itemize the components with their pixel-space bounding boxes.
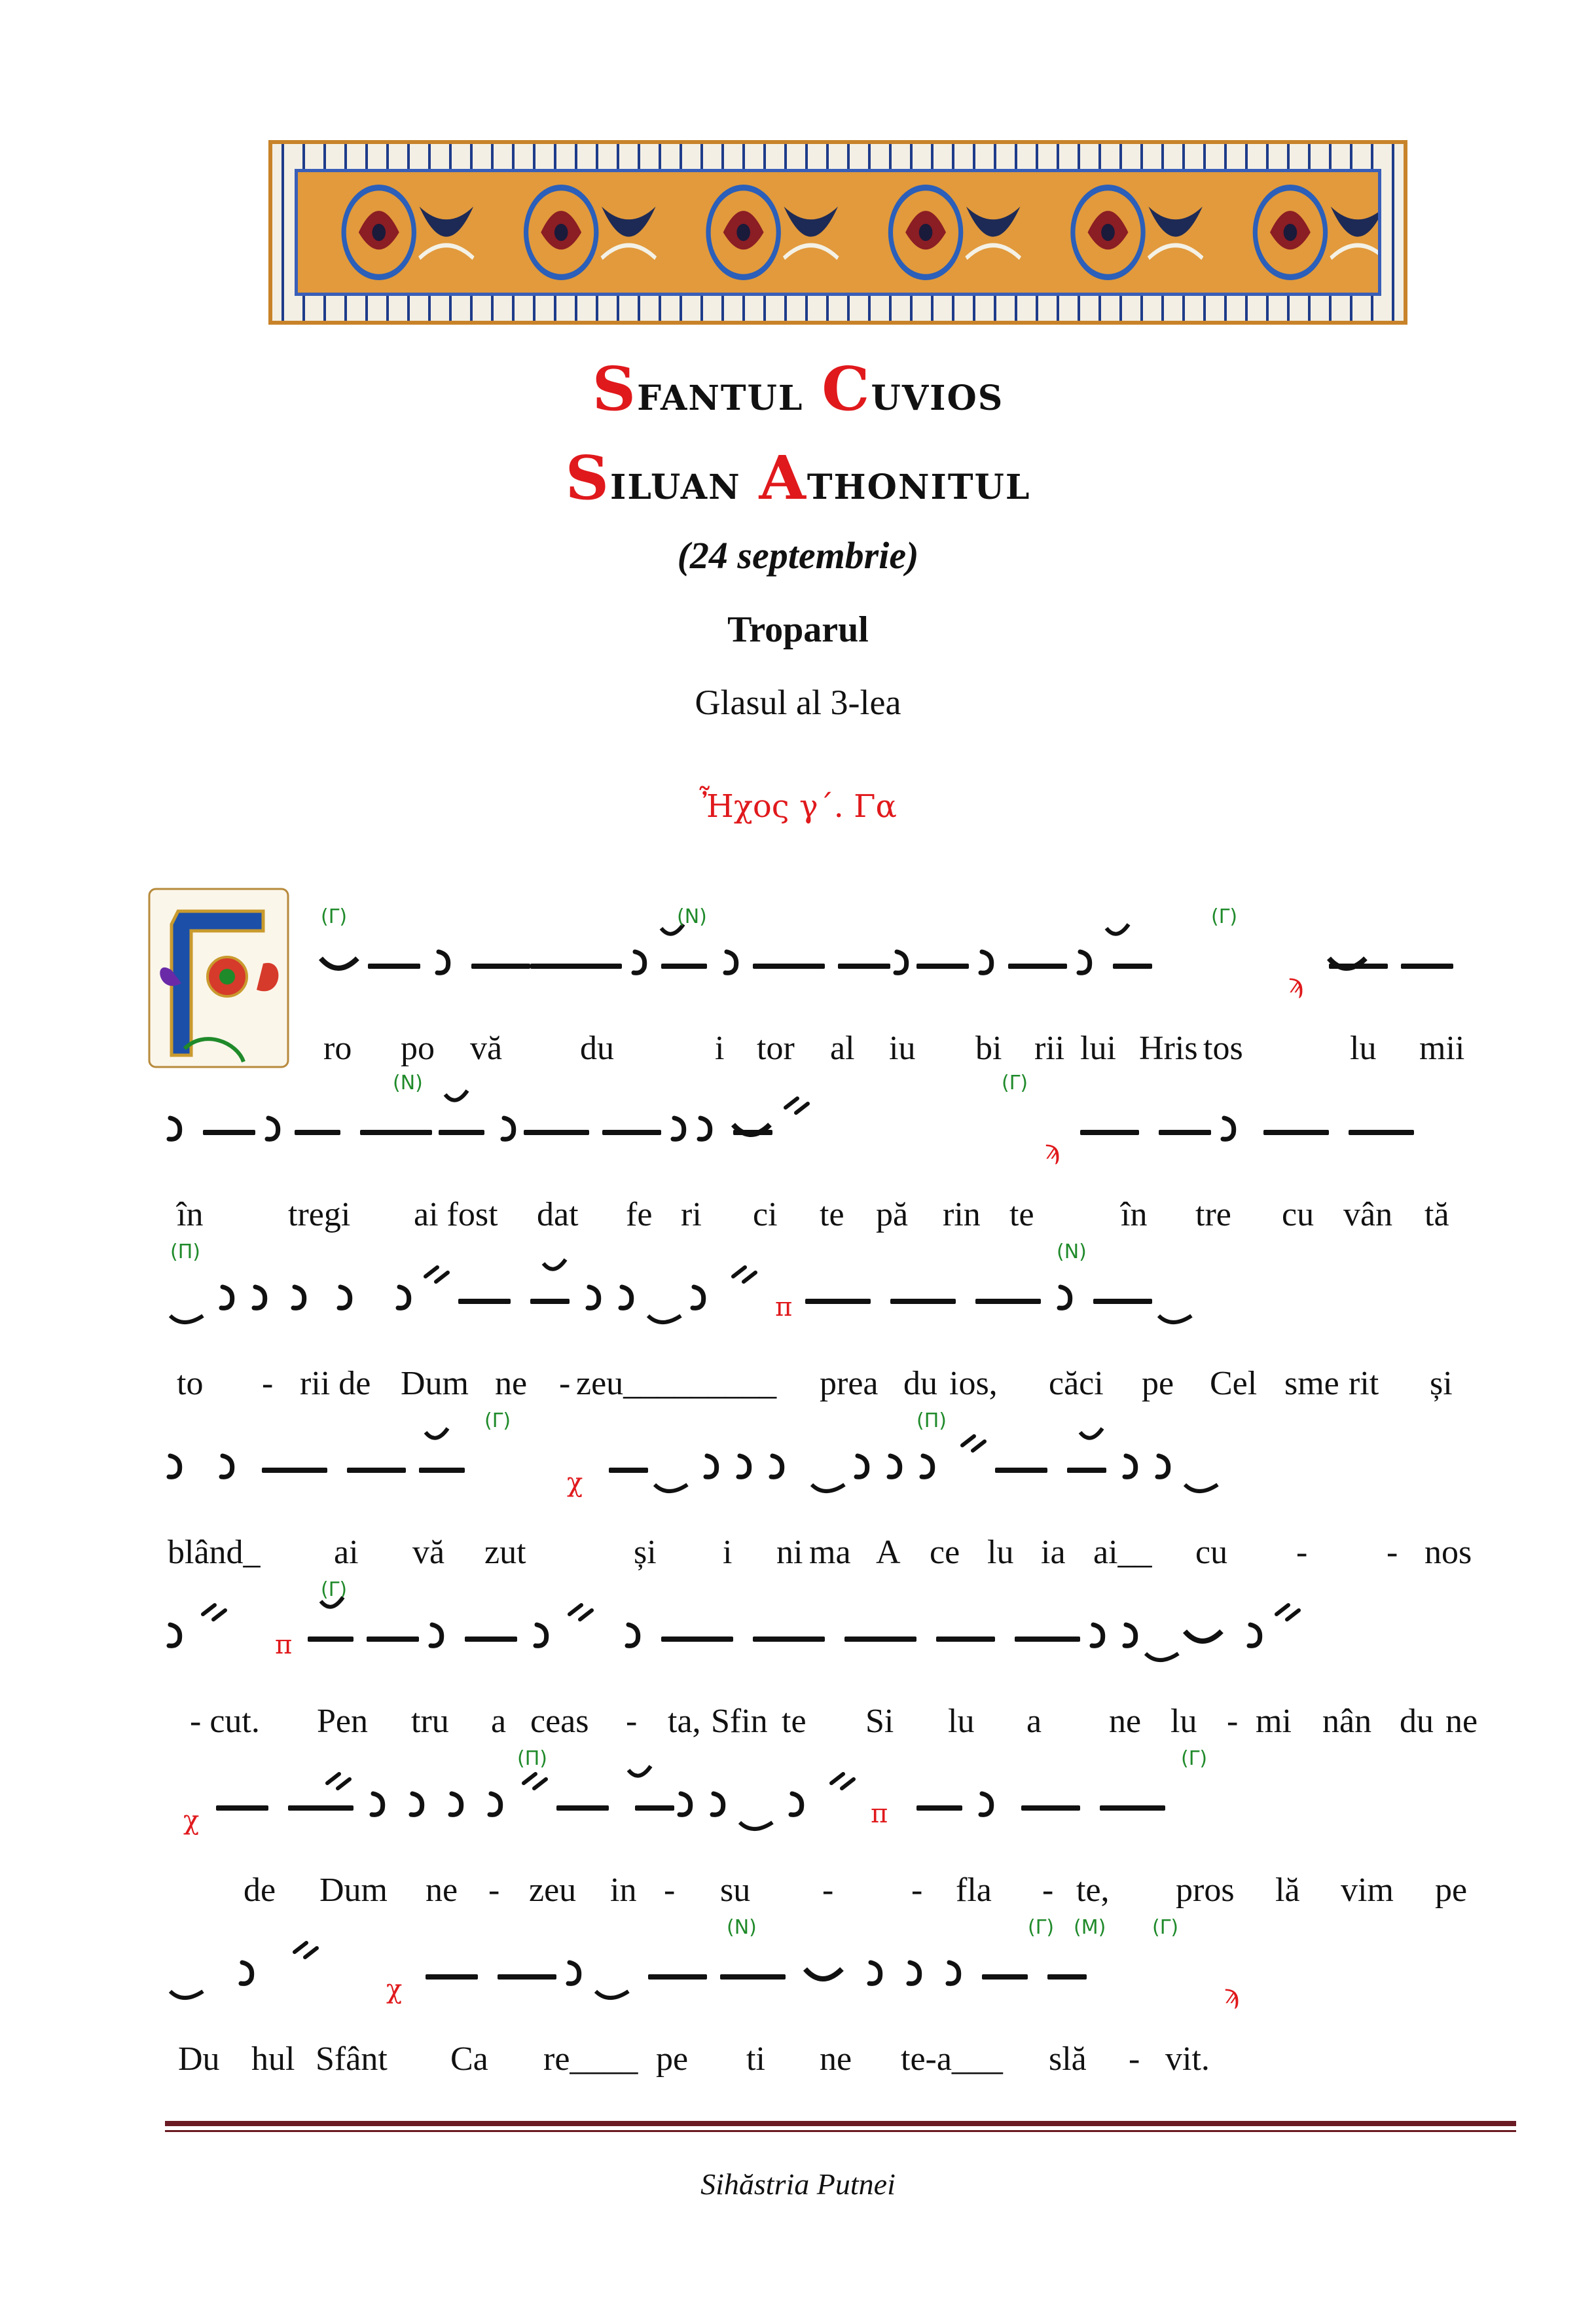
lyric-syllable: Pen — [317, 1703, 368, 1740]
svg-text:χ: χ — [386, 1974, 403, 2004]
lyric-syllable: - — [1227, 1703, 1239, 1740]
lyric-syllable: blând_ — [168, 1534, 261, 1571]
lyric-syllable: tru — [411, 1703, 449, 1740]
ornamental-header-band — [268, 140, 1407, 325]
neume-group — [321, 905, 1453, 999]
lyric-syllable: zeu_________ — [576, 1365, 777, 1402]
svg-text:ϡ: ϡ — [1288, 969, 1304, 999]
svg-text:(Γ): (Γ) — [484, 1409, 511, 1432]
svg-text:ϡ: ϡ — [1045, 1135, 1061, 1165]
lyric-syllable: lă — [1275, 1872, 1300, 1909]
svg-text:χ: χ — [183, 1805, 200, 1836]
floral-ornament — [298, 172, 1378, 293]
lyric-syllable: lu — [1350, 1030, 1377, 1067]
neume-group — [170, 1240, 1191, 1322]
lyric-syllable: cu — [1282, 1196, 1315, 1233]
svg-text:(Ν): (Ν) — [727, 1916, 757, 1939]
lyric-line-1 — [0, 1029, 1596, 1075]
lyric-syllable: Si — [865, 1703, 894, 1740]
lyric-syllable: Dum — [319, 1872, 388, 1909]
lyric-syllable: Dum — [401, 1365, 469, 1402]
lyric-syllable: i — [715, 1030, 725, 1067]
lyric-syllable: to — [177, 1365, 204, 1402]
footer-rule-thin — [165, 2130, 1516, 2132]
lyric-syllable: ro — [323, 1030, 352, 1067]
lyric-syllable: pe — [656, 2040, 689, 2078]
lyric-syllable: lu — [987, 1534, 1014, 1571]
lyric-syllable: ci — [753, 1196, 778, 1233]
lyric-syllable: du — [1400, 1703, 1434, 1740]
lyric-syllable: zut — [484, 1534, 526, 1571]
lyric-syllable: vim — [1341, 1872, 1394, 1909]
lyric-syllable: hul — [251, 2040, 295, 2078]
svg-text:π: π — [871, 1799, 888, 1829]
lyric-syllable: a — [491, 1703, 507, 1740]
lyric-syllable: te — [1009, 1196, 1034, 1233]
lyric-line-4 — [0, 1533, 1596, 1579]
neume-staff-2 — [164, 1072, 1499, 1173]
lyric-syllable: Sfin — [711, 1703, 768, 1740]
svg-text:(Γ): (Γ) — [1152, 1916, 1179, 1939]
neume-line-6 — [164, 1747, 1499, 1849]
lyric-syllable: vă — [412, 1534, 445, 1571]
neume-staff-1 — [164, 905, 1499, 1007]
lyric-syllable: - — [262, 1365, 274, 1402]
neume-group — [183, 1747, 1207, 1836]
lyric-syllable: ne — [1109, 1703, 1142, 1740]
title-line-2: Siluan Athonitul — [565, 443, 1031, 513]
footer-publisher: Sihăstria Putnei — [700, 2167, 896, 2201]
svg-text:(Π): (Π) — [517, 1747, 547, 1770]
lyric-syllable: Cel — [1210, 1365, 1258, 1402]
lyric-syllable: căci — [1049, 1365, 1104, 1402]
svg-text:(Ν): (Ν) — [677, 905, 707, 928]
lyric-syllable: rin — [943, 1196, 981, 1233]
lyric-syllable: - cut. — [190, 1703, 260, 1740]
lyric-syllable: bi — [975, 1030, 1002, 1067]
hymn-type: Troparul — [727, 609, 869, 650]
lyric-syllable: - — [911, 1872, 923, 1909]
lyric-syllable: de — [244, 1872, 276, 1909]
lyric-syllable: nân — [1322, 1703, 1372, 1740]
lyric-syllable: zeu — [529, 1872, 577, 1909]
lyric-syllable: slă — [1049, 2040, 1087, 2078]
lyric-syllable: rii de — [300, 1365, 371, 1402]
svg-text:(Γ): (Γ) — [321, 1578, 348, 1601]
lyric-syllable: a — [1026, 1703, 1042, 1740]
lyric-syllable: al — [830, 1030, 855, 1067]
lyric-syllable: ne — [495, 1365, 528, 1402]
lyric-syllable: ai fost — [414, 1196, 498, 1233]
lyric-syllable: ne — [426, 1872, 458, 1909]
lyric-syllable: pros — [1176, 1872, 1235, 1909]
svg-text:(Π): (Π) — [170, 1240, 200, 1263]
neume-group — [169, 1072, 1414, 1165]
lyric-syllable: A — [876, 1534, 901, 1571]
lyric-syllable: te — [820, 1196, 844, 1233]
neume-staff-5 — [164, 1578, 1499, 1680]
lyric-syllable: pe — [1435, 1872, 1468, 1909]
lyric-syllable: po — [401, 1030, 435, 1067]
lyric-syllable: ia — [1041, 1534, 1066, 1571]
neume-line-2 — [164, 1072, 1499, 1173]
lyric-syllable: re____ — [543, 2040, 638, 2078]
lyric-syllable: și — [634, 1534, 657, 1571]
lyric-syllable: în — [1121, 1196, 1148, 1233]
lyric-syllable: in — [610, 1872, 637, 1909]
lyric-syllable: - — [626, 1703, 638, 1740]
lyric-syllable: Du — [178, 2040, 220, 2078]
title-line-1: Sfantul Cuvios — [592, 353, 1004, 424]
lyric-syllable: ai — [334, 1534, 359, 1571]
lyric-syllable: sme — [1284, 1365, 1339, 1402]
lyric-syllable: pă — [876, 1196, 909, 1233]
lyric-syllable: - — [1296, 1534, 1308, 1571]
lyric-syllable: în — [177, 1196, 204, 1233]
lyric-syllable: tos — [1203, 1030, 1243, 1067]
lyric-line-7 — [0, 2040, 1596, 2086]
footer-rule-thick — [165, 2121, 1516, 2126]
lyric-syllable: cu — [1195, 1534, 1228, 1571]
lyric-line-3 — [0, 1364, 1596, 1410]
lyric-syllable: tor — [757, 1030, 795, 1067]
lyric-syllable: du — [580, 1030, 614, 1067]
svg-text:(Γ): (Γ) — [1181, 1747, 1208, 1770]
lyric-syllable: Sfânt — [316, 2040, 388, 2078]
lyric-syllable: te, — [1076, 1872, 1110, 1909]
lyric-syllable: mii — [1419, 1030, 1465, 1067]
lyric-syllable: - — [1042, 1872, 1054, 1909]
neume-staff-3 — [164, 1240, 1499, 1342]
lyric-syllable: - — [488, 1872, 500, 1909]
lyric-syllable: ne — [820, 2040, 852, 2078]
lyric-syllable: - — [559, 1365, 571, 1402]
svg-text:(Γ): (Γ) — [1028, 1916, 1055, 1939]
lyric-syllable: dat — [537, 1196, 579, 1233]
lyric-syllable: mi — [1256, 1703, 1292, 1740]
lyric-syllable: tă — [1424, 1196, 1449, 1233]
lyric-line-5 — [0, 1702, 1596, 1748]
lyric-syllable: vân — [1343, 1196, 1393, 1233]
lyric-syllable: ce — [930, 1534, 960, 1571]
echos-label: Ἦχος γ΄. Γα — [699, 788, 897, 825]
lyric-line-6 — [0, 1871, 1596, 1917]
lyric-syllable: lui — [1080, 1030, 1116, 1067]
lyric-syllable: ti — [746, 2040, 765, 2078]
svg-text:π: π — [275, 1630, 293, 1660]
lyric-syllable: tre — [1195, 1196, 1231, 1233]
neume-line-3 — [164, 1240, 1499, 1342]
lyric-syllable: vă — [470, 1030, 503, 1067]
lyric-syllable: nos — [1424, 1534, 1472, 1571]
lyric-syllable: fla — [956, 1872, 992, 1909]
neume-group — [169, 1409, 1218, 1498]
neume-staff-6 — [164, 1747, 1499, 1849]
svg-text:(Γ): (Γ) — [1211, 905, 1238, 928]
tone-label: Glasul al 3-lea — [695, 683, 901, 722]
lyric-syllable: pe — [1142, 1365, 1174, 1402]
lyric-syllable: ceas — [530, 1703, 589, 1740]
svg-text:(Μ): (Μ) — [1074, 1916, 1106, 1939]
lyric-syllable: tregi — [288, 1196, 351, 1233]
lyric-syllable: - — [664, 1872, 676, 1909]
lyric-syllable: ne — [1445, 1703, 1478, 1740]
neume-line-5 — [164, 1578, 1499, 1680]
lyric-syllable: ni — [776, 1534, 803, 1571]
lyric-syllable: Hris — [1139, 1030, 1198, 1067]
lyric-syllable: fe — [626, 1196, 653, 1233]
lyric-syllable: te — [782, 1703, 807, 1740]
neume-group — [169, 1578, 1299, 1660]
neume-line-1 — [164, 905, 1499, 1007]
lyric-syllable: lu — [1170, 1703, 1197, 1740]
lyric-syllable: - — [1387, 1534, 1398, 1571]
svg-text:(Π): (Π) — [916, 1409, 947, 1432]
lyric-syllable: - — [822, 1872, 834, 1909]
svg-text:(Ν): (Ν) — [1057, 1240, 1087, 1263]
lyric-syllable: ma — [809, 1534, 851, 1571]
lyric-syllable: prea — [820, 1365, 879, 1402]
lyric-line-2 — [0, 1195, 1596, 1241]
lyric-syllable: i — [723, 1534, 733, 1571]
neume-line-7 — [164, 1916, 1499, 2017]
lyric-syllable: ai__ — [1093, 1534, 1152, 1571]
svg-text:χ: χ — [567, 1468, 583, 1498]
neume-staff-7 — [164, 1916, 1499, 2017]
lyric-syllable: rit — [1349, 1365, 1379, 1402]
lyric-syllable: iu — [889, 1030, 916, 1067]
lyric-syllable: ri — [681, 1196, 702, 1233]
svg-text:(Γ): (Γ) — [1002, 1072, 1028, 1094]
lyric-syllable: Ca — [450, 2040, 488, 2078]
lyric-syllable: su — [720, 1872, 751, 1909]
lyric-syllable: - — [1129, 2040, 1140, 2078]
neume-group — [170, 1916, 1239, 2010]
lyric-syllable: ta, — [668, 1703, 701, 1740]
svg-text:(Γ): (Γ) — [321, 905, 348, 928]
feast-date: (24 septembrie) — [677, 534, 919, 577]
lyric-syllable: și — [1430, 1365, 1453, 1402]
lyric-syllable: rii — [1034, 1030, 1065, 1067]
lyric-syllable: vit. — [1165, 2040, 1210, 2078]
neume-staff-4 — [164, 1409, 1499, 1511]
lyric-syllable: lu — [948, 1703, 975, 1740]
neume-line-4 — [164, 1409, 1499, 1511]
svg-text:π: π — [775, 1292, 793, 1322]
lyric-syllable: te-a___ — [901, 2040, 1003, 2078]
lyric-syllable: du — [903, 1365, 937, 1402]
lyric-syllable: ios, — [949, 1365, 998, 1402]
svg-text:(Ν): (Ν) — [393, 1072, 423, 1094]
svg-text:ϡ: ϡ — [1224, 1980, 1240, 2010]
